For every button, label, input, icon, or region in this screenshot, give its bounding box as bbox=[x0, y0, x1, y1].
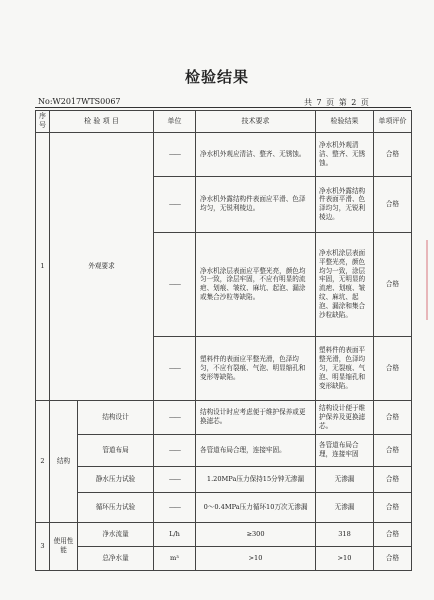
table-row bbox=[36, 132, 412, 176]
col-unit-header: 单位 bbox=[154, 111, 196, 133]
table-row bbox=[36, 546, 412, 570]
group-number: 3 bbox=[36, 522, 50, 570]
document-number: No:W2017WTS0067 bbox=[38, 97, 121, 106]
table-row bbox=[36, 466, 412, 492]
result-cell: 净水机涂层表面平整光亮，颜色均匀一致，涂层牢固，无明显的流疤、划痕、皱纹、麻坑、起泡、漏涂和集合沙粒缺陷。 bbox=[316, 232, 374, 336]
group-item: 使用性能 bbox=[50, 522, 78, 570]
requirement-cell: 1.20MPa压力保持15分钟无渗漏 bbox=[196, 466, 316, 492]
unit-cell: —— bbox=[154, 434, 196, 466]
seal-stamp-edge bbox=[426, 240, 434, 320]
col-seq-header: 序号 bbox=[36, 111, 50, 133]
result-cell: 318 bbox=[316, 522, 374, 546]
table-row bbox=[36, 434, 412, 466]
requirement-cell: ≥300 bbox=[196, 522, 316, 546]
group-number: 1 bbox=[36, 132, 50, 400]
requirement-cell: 净水机外露结构件表面应平滑、色泽均匀，无锐利棱边。 bbox=[196, 176, 316, 232]
table-row bbox=[36, 400, 412, 434]
table-row bbox=[36, 492, 412, 522]
evaluation-cell: 合格 bbox=[374, 336, 412, 400]
col-item-header: 检 验 项 目 bbox=[50, 111, 154, 133]
result-cell: 塑料件的表面平整光滑，色泽均匀，无裂痕、气泡、明显缩孔和变形缺陷。 bbox=[316, 336, 374, 400]
results-table bbox=[35, 110, 412, 571]
result-cell: 无渗漏 bbox=[316, 466, 374, 492]
unit-cell: L/h bbox=[154, 522, 196, 546]
unit-cell: —— bbox=[154, 492, 196, 522]
col-res-header: 检验结果 bbox=[316, 111, 374, 133]
evaluation-cell: 合格 bbox=[374, 466, 412, 492]
requirement-cell: >10 bbox=[196, 546, 316, 570]
header-row bbox=[36, 111, 412, 133]
col-req-header: 技术要求 bbox=[196, 111, 316, 133]
sub-item-cell: 静水压力试验 bbox=[78, 466, 154, 492]
result-cell: 无渗漏 bbox=[316, 492, 374, 522]
requirement-cell: 各管道布局合理，连接牢固。 bbox=[196, 434, 316, 466]
evaluation-cell: 合格 bbox=[374, 434, 412, 466]
result-cell: >10 bbox=[316, 546, 374, 570]
col-eval-header: 单项评价 bbox=[374, 111, 412, 133]
sub-item-cell: 循环压力试验 bbox=[78, 492, 154, 522]
unit-cell: —— bbox=[154, 132, 196, 176]
sub-item-cell: 结构设计 bbox=[78, 400, 154, 434]
page-title: 检验结果 bbox=[184, 68, 249, 86]
header-rule bbox=[35, 107, 411, 108]
sub-item-cell: 管道布局 bbox=[78, 434, 154, 466]
evaluation-cell: 合格 bbox=[374, 492, 412, 522]
evaluation-cell: 合格 bbox=[374, 232, 412, 336]
evaluation-cell: 合格 bbox=[374, 176, 412, 232]
requirement-cell: 结构设计时应考虑便于维护保养或更换滤芯。 bbox=[196, 400, 316, 434]
group-item: 结构 bbox=[50, 400, 78, 522]
requirement-cell: 净水机外观应清洁、整齐、无锈蚀。 bbox=[196, 132, 316, 176]
requirement-cell: 净水机涂层表面应平整光亮，颜色均匀一致，涂层牢固，不应有明显的流疤、划痕、皱纹、麻坑、起泡、漏涂或集合沙粒等缺陷。 bbox=[196, 232, 316, 336]
sub-item-cell: 净水流量 bbox=[78, 522, 154, 546]
requirement-cell: 0～0.4MPa压力循环10万次无渗漏 bbox=[196, 492, 316, 522]
unit-cell: —— bbox=[154, 336, 196, 400]
result-cell: 净水机外观清洁、整齐、无锈蚀。 bbox=[316, 132, 374, 176]
requirement-cell: 塑料件的表面应平整光滑，色泽均匀，不应有裂痕、气泡、明显缩孔和变形等缺陷。 bbox=[196, 336, 316, 400]
evaluation-cell: 合格 bbox=[374, 546, 412, 570]
unit-cell: —— bbox=[154, 232, 196, 336]
evaluation-cell: 合格 bbox=[374, 400, 412, 434]
table-row bbox=[36, 522, 412, 546]
result-cell: 各管道布局合理，连接牢固 bbox=[316, 434, 374, 466]
unit-cell: m³ bbox=[154, 546, 196, 570]
unit-cell: —— bbox=[154, 466, 196, 492]
page-info: 共 7 页 第 2 页 bbox=[304, 98, 369, 107]
unit-cell: —— bbox=[154, 400, 196, 434]
evaluation-cell: 合格 bbox=[374, 522, 412, 546]
result-cell: 结构设计便于维护保养及更换滤芯。 bbox=[316, 400, 374, 434]
result-cell: 净水机外露结构件表面平滑、色泽均匀，无锐利棱边。 bbox=[316, 176, 374, 232]
group-number: 2 bbox=[36, 400, 50, 522]
evaluation-cell: 合格 bbox=[374, 132, 412, 176]
unit-cell: —— bbox=[154, 176, 196, 232]
group-item: 外观要求 bbox=[50, 132, 154, 400]
sub-item-cell: 总净水量 bbox=[78, 546, 154, 570]
